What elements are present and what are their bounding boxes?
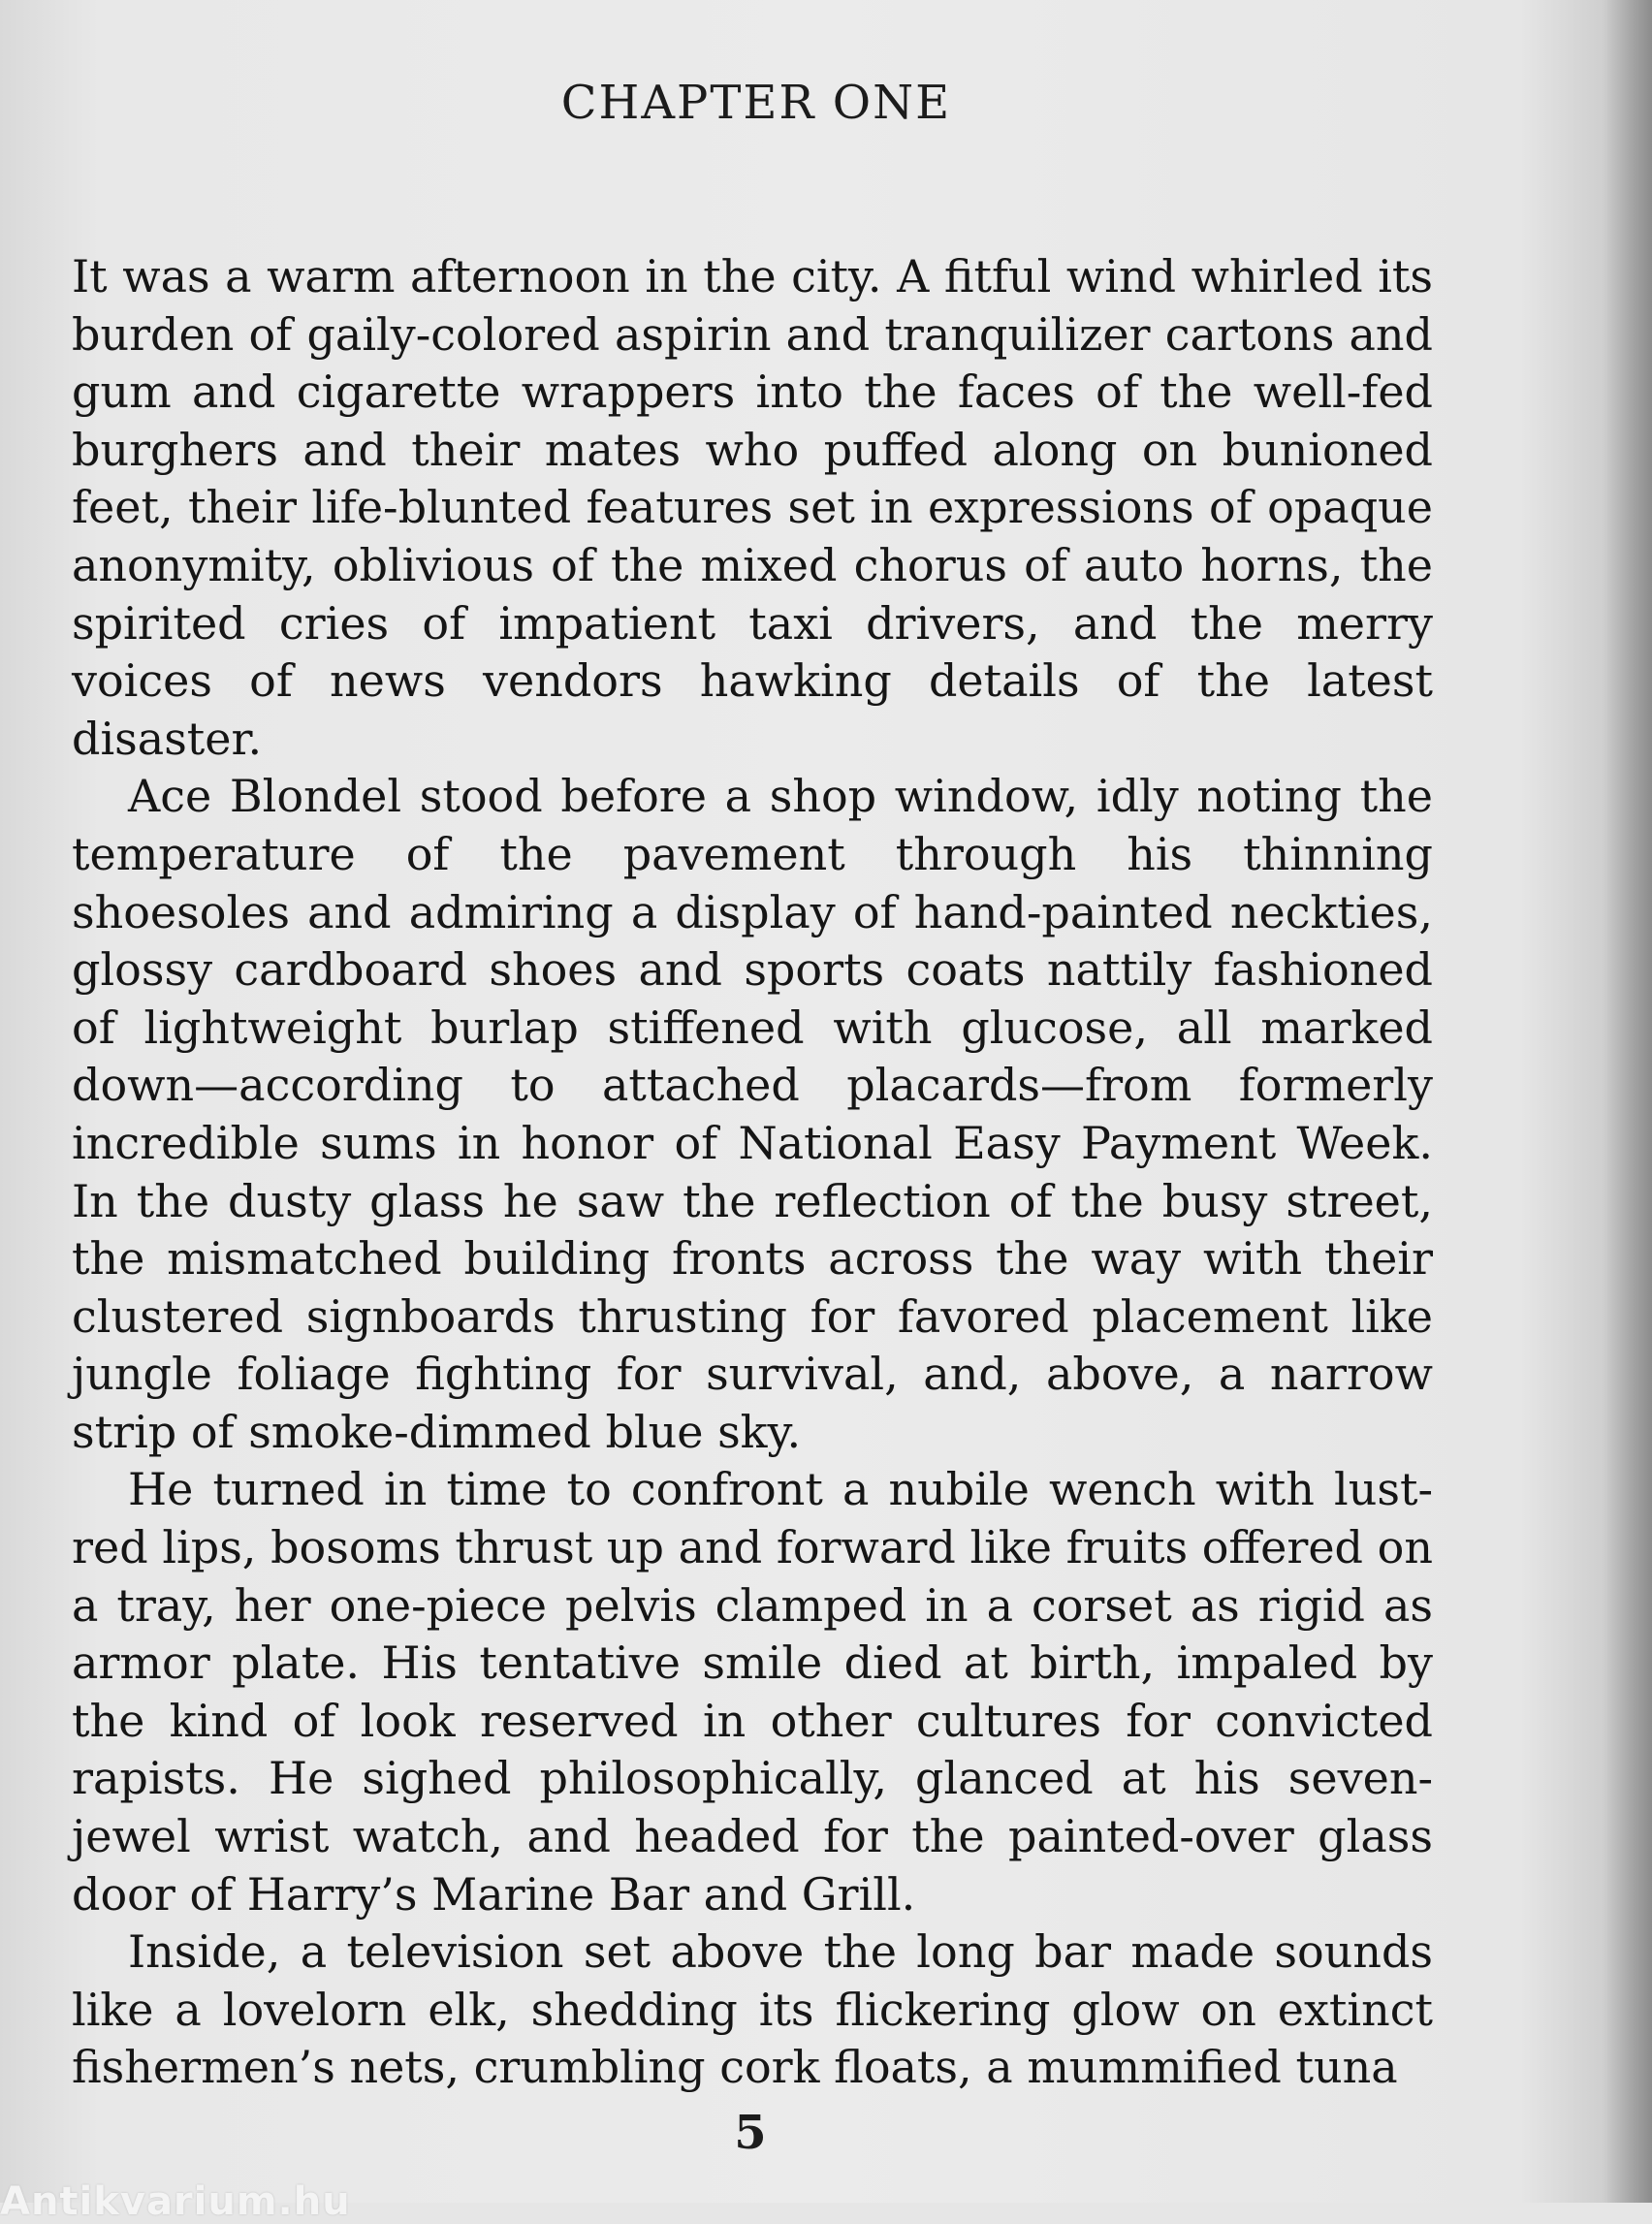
chapter-title: CHAPTER ONE (560, 76, 952, 130)
paragraph-3: He turned in time to confront a nubile wench with lust-red lips, bosoms thrust up and forward like fruits offered on a tray, her one-piece pelvis clamped in a corset as rigid as armor plate. His tentative smile died at birth, impaled by the kind of look reserved in other cultures for convicted rapists. He sighed philosophically, glanced at his seven-jewel wrist watch, and headed for the painted-over glass door of Harry’s Marine Bar and Grill. (72, 1463, 1433, 1921)
paragraph-2: Ace Blondel stood before a shop window, idly noting the temperature of the pavement through his thinning shoesoles and admiring a display of hand-painted neckties, glossy cardboard shoes and sports coats nattily fashioned of lightweight burlap stiffened with glucose, all marked down—according to attached placards—from formerly incredible sums in honor of National Easy Payment Week. In the dusty glass he saw the reflection of the busy street, the mismatched building fronts across the way with their clustered signboards thrusting for favored placement like jungle foliage fighting for survival, and, above, a narrow strip of smoke-dimmed blue sky. (72, 770, 1433, 1458)
page-edge-shadow (1607, 0, 1652, 2203)
paragraph-4: Inside, a television set above the long bar made sounds like a lovelorn elk, shedding its flickering glow on extinct fishermen’s nets, crumbling cork floats, a mummified tuna (72, 1925, 1433, 2094)
page-number: 5 (734, 2106, 767, 2160)
body-text (72, 248, 1433, 2097)
paragraph-1: It was a warm afternoon in the city. A fitful wind whirled its burden of gaily-colored aspirin and tranquilizer cartons and gum and cigarette wrappers into the faces of the well-fed burghers and their mates who puffed along on bunioned feet, their life-blunted features set in expressions of opaque anonymity, oblivious of the mixed chorus of auto horns, the spirited cries of impatient taxi drivers, and the merry voices of news vendors hawking details of the latest disaster. (72, 250, 1433, 765)
watermark: Antikvarium.hu (0, 2179, 351, 2224)
